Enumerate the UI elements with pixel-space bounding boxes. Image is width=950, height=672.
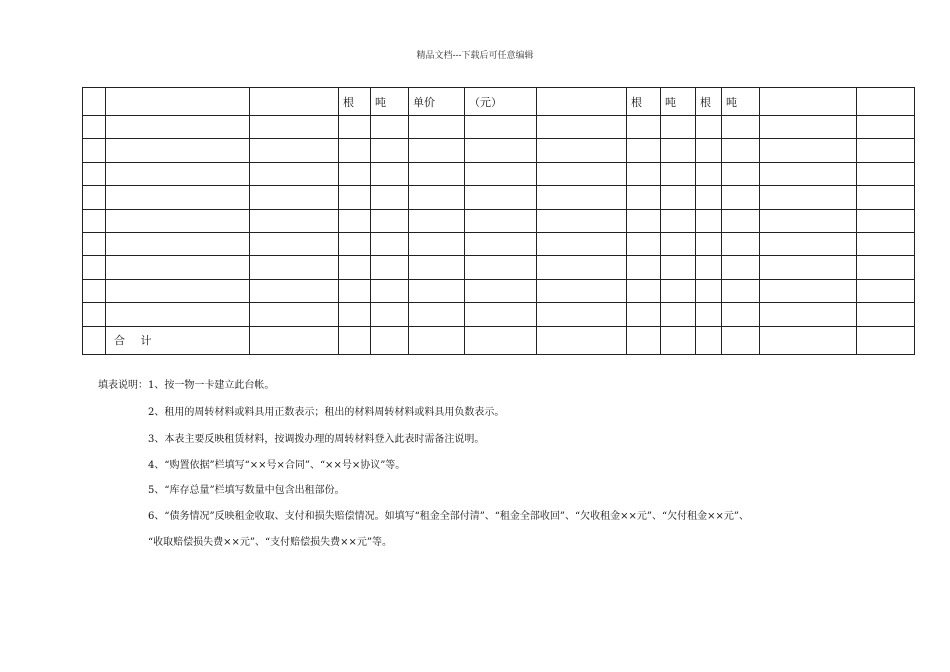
table-cell bbox=[661, 326, 696, 354]
table-cell bbox=[696, 116, 722, 139]
table-cell bbox=[627, 139, 661, 162]
table-cell bbox=[696, 256, 722, 279]
table-cell bbox=[537, 139, 627, 162]
table-cell bbox=[409, 139, 465, 162]
table-cell bbox=[83, 279, 106, 302]
table-cell bbox=[339, 232, 371, 255]
table-cell bbox=[537, 162, 627, 185]
table-cell bbox=[371, 116, 409, 139]
table-row bbox=[83, 256, 915, 279]
table-cell bbox=[857, 116, 915, 139]
table-cell bbox=[465, 162, 537, 185]
header-cell bbox=[250, 88, 339, 116]
table-row bbox=[83, 162, 915, 185]
table-cell bbox=[83, 232, 106, 255]
table-cell bbox=[339, 162, 371, 185]
table-cell bbox=[250, 209, 339, 232]
table-cell bbox=[857, 279, 915, 302]
table-cell bbox=[83, 209, 106, 232]
note-1: 填表说明：1、按一物一卡建立此台帐。 bbox=[98, 380, 275, 391]
table-row bbox=[83, 232, 915, 255]
table-cell bbox=[250, 279, 339, 302]
table-cell bbox=[661, 232, 696, 255]
rental-ledger-table bbox=[82, 87, 915, 355]
header-cell: 根 bbox=[696, 88, 722, 116]
table-cell bbox=[250, 256, 339, 279]
table-cell bbox=[371, 209, 409, 232]
table-cell bbox=[661, 279, 696, 302]
table-cell bbox=[722, 139, 760, 162]
table-cell bbox=[857, 256, 915, 279]
table-cell bbox=[661, 303, 696, 326]
table-cell bbox=[371, 279, 409, 302]
table-cell bbox=[465, 326, 537, 354]
table-cell bbox=[627, 209, 661, 232]
table-header-row bbox=[83, 88, 915, 116]
table-cell bbox=[627, 256, 661, 279]
note-2: 2、租用的周转材料或料具用正数表示；租出的材料周转材料或料具用负数表示。 bbox=[148, 407, 505, 418]
note-4: 4、“购置依据”栏填写“××号×合同”、“××号×协议”等。 bbox=[148, 460, 406, 471]
table-cell bbox=[83, 139, 106, 162]
table-cell bbox=[760, 116, 857, 139]
table-cell bbox=[661, 162, 696, 185]
note-6-continued: “收取赔偿损失费××元”、“支付赔偿损失费××元”等。 bbox=[148, 537, 392, 548]
table-cell bbox=[339, 256, 371, 279]
table-cell bbox=[627, 303, 661, 326]
table-cell bbox=[409, 256, 465, 279]
table-cell bbox=[760, 209, 857, 232]
table-cell bbox=[409, 209, 465, 232]
table-cell bbox=[106, 139, 250, 162]
table-cell bbox=[371, 162, 409, 185]
table-cell bbox=[83, 162, 106, 185]
table-cell bbox=[106, 303, 250, 326]
table-cell bbox=[627, 186, 661, 209]
header-cell bbox=[106, 88, 250, 116]
table-cell bbox=[722, 303, 760, 326]
table-cell bbox=[250, 303, 339, 326]
table-cell bbox=[339, 209, 371, 232]
table-cell bbox=[339, 279, 371, 302]
table-cell bbox=[83, 116, 106, 139]
table-cell bbox=[409, 162, 465, 185]
note-5: 5、“库存总量”栏填写数量中包含出租部份。 bbox=[148, 485, 345, 496]
table-cell bbox=[339, 326, 371, 354]
table-cell bbox=[696, 162, 722, 185]
header-cell: 根 bbox=[339, 88, 371, 116]
header-cell bbox=[857, 88, 915, 116]
table-cell bbox=[627, 162, 661, 185]
table-cell bbox=[250, 139, 339, 162]
table-cell bbox=[339, 139, 371, 162]
table-cell bbox=[696, 232, 722, 255]
table-cell bbox=[722, 162, 760, 185]
total-label: 合 计 bbox=[106, 326, 250, 354]
table-cell bbox=[409, 279, 465, 302]
table-cell bbox=[537, 232, 627, 255]
table-cell bbox=[106, 256, 250, 279]
header-cell: 吨 bbox=[371, 88, 409, 116]
table-cell bbox=[857, 209, 915, 232]
table-cell bbox=[371, 326, 409, 354]
table-cell bbox=[627, 326, 661, 354]
table-cell bbox=[696, 209, 722, 232]
table-cell bbox=[83, 303, 106, 326]
table-cell bbox=[537, 256, 627, 279]
table-cell bbox=[465, 186, 537, 209]
table-cell bbox=[371, 256, 409, 279]
table-cell bbox=[722, 256, 760, 279]
table-cell bbox=[627, 279, 661, 302]
table-cell bbox=[722, 186, 760, 209]
table-cell bbox=[760, 256, 857, 279]
table-cell bbox=[339, 186, 371, 209]
table-cell bbox=[696, 186, 722, 209]
table-cell bbox=[857, 303, 915, 326]
table-cell bbox=[409, 303, 465, 326]
table-row bbox=[83, 209, 915, 232]
header-cell: 根 bbox=[627, 88, 661, 116]
header-cell: 吨 bbox=[722, 88, 760, 116]
table-cell bbox=[106, 232, 250, 255]
table-cell bbox=[696, 326, 722, 354]
table-cell bbox=[661, 256, 696, 279]
table-cell bbox=[857, 326, 915, 354]
table-cell bbox=[857, 139, 915, 162]
table-cell bbox=[371, 232, 409, 255]
table-cell bbox=[857, 232, 915, 255]
table-cell bbox=[371, 303, 409, 326]
table-cell bbox=[857, 186, 915, 209]
table-cell bbox=[465, 279, 537, 302]
table-cell bbox=[83, 186, 106, 209]
table-cell bbox=[371, 139, 409, 162]
table-cell bbox=[537, 209, 627, 232]
table-cell bbox=[722, 232, 760, 255]
table-cell bbox=[465, 139, 537, 162]
total-row bbox=[83, 326, 915, 354]
table-cell bbox=[409, 186, 465, 209]
header-cell: 单价 bbox=[409, 88, 465, 116]
note-3: 3、本表主要反映租赁材料，按调拨办理的周转材料登入此表时需备注说明。 bbox=[148, 434, 485, 445]
table-cell bbox=[760, 139, 857, 162]
table-cell bbox=[760, 279, 857, 302]
table-cell bbox=[627, 116, 661, 139]
table-cell bbox=[537, 303, 627, 326]
table-row bbox=[83, 279, 915, 302]
table-cell bbox=[661, 116, 696, 139]
table-cell bbox=[760, 303, 857, 326]
table-cell bbox=[83, 256, 106, 279]
table-cell bbox=[661, 186, 696, 209]
table-cell bbox=[760, 232, 857, 255]
table-cell bbox=[661, 139, 696, 162]
table-cell bbox=[250, 326, 339, 354]
table-row bbox=[83, 139, 915, 162]
table-cell bbox=[696, 279, 722, 302]
table-cell bbox=[409, 232, 465, 255]
table-cell bbox=[250, 232, 339, 255]
table-cell bbox=[409, 326, 465, 354]
table-cell bbox=[339, 303, 371, 326]
table-cell bbox=[339, 116, 371, 139]
table-cell bbox=[83, 326, 106, 354]
table-cell bbox=[722, 326, 760, 354]
table-cell bbox=[627, 232, 661, 255]
table-cell bbox=[696, 139, 722, 162]
table-row bbox=[83, 303, 915, 326]
header-cell bbox=[83, 88, 106, 116]
table-cell bbox=[106, 116, 250, 139]
header-cell bbox=[760, 88, 857, 116]
table-cell bbox=[661, 209, 696, 232]
table-cell bbox=[696, 303, 722, 326]
table-cell bbox=[465, 209, 537, 232]
table-cell bbox=[106, 279, 250, 302]
note-6: 6、“债务情况”反映租金收取、支付和损失赔偿情况。如填写“租金全部付清”、“租金全部收回”、“欠收租金××元”、“欠付租金××元”、 bbox=[148, 511, 750, 522]
table-cell bbox=[409, 116, 465, 139]
table-cell bbox=[465, 232, 537, 255]
table-cell bbox=[465, 256, 537, 279]
table-cell bbox=[371, 186, 409, 209]
table-row bbox=[83, 186, 915, 209]
table-cell bbox=[760, 186, 857, 209]
header-cell: （元） bbox=[465, 88, 537, 116]
table-cell bbox=[250, 116, 339, 139]
table-cell bbox=[106, 209, 250, 232]
header-cell bbox=[537, 88, 627, 116]
table-row bbox=[83, 116, 915, 139]
table-cell bbox=[760, 162, 857, 185]
watermark-text: 精品文档---下载后可任意编辑 bbox=[416, 51, 534, 61]
table-cell bbox=[537, 279, 627, 302]
table-cell bbox=[760, 326, 857, 354]
table-cell bbox=[537, 326, 627, 354]
table-cell bbox=[722, 209, 760, 232]
table-cell bbox=[250, 162, 339, 185]
table-cell bbox=[250, 186, 339, 209]
table-cell bbox=[106, 162, 250, 185]
table-cell bbox=[537, 186, 627, 209]
table-cell bbox=[722, 116, 760, 139]
table-cell bbox=[537, 116, 627, 139]
table-cell bbox=[722, 279, 760, 302]
table-cell bbox=[857, 162, 915, 185]
table-cell bbox=[106, 186, 250, 209]
table-cell bbox=[465, 116, 537, 139]
table-cell bbox=[465, 303, 537, 326]
header-cell: 吨 bbox=[661, 88, 696, 116]
